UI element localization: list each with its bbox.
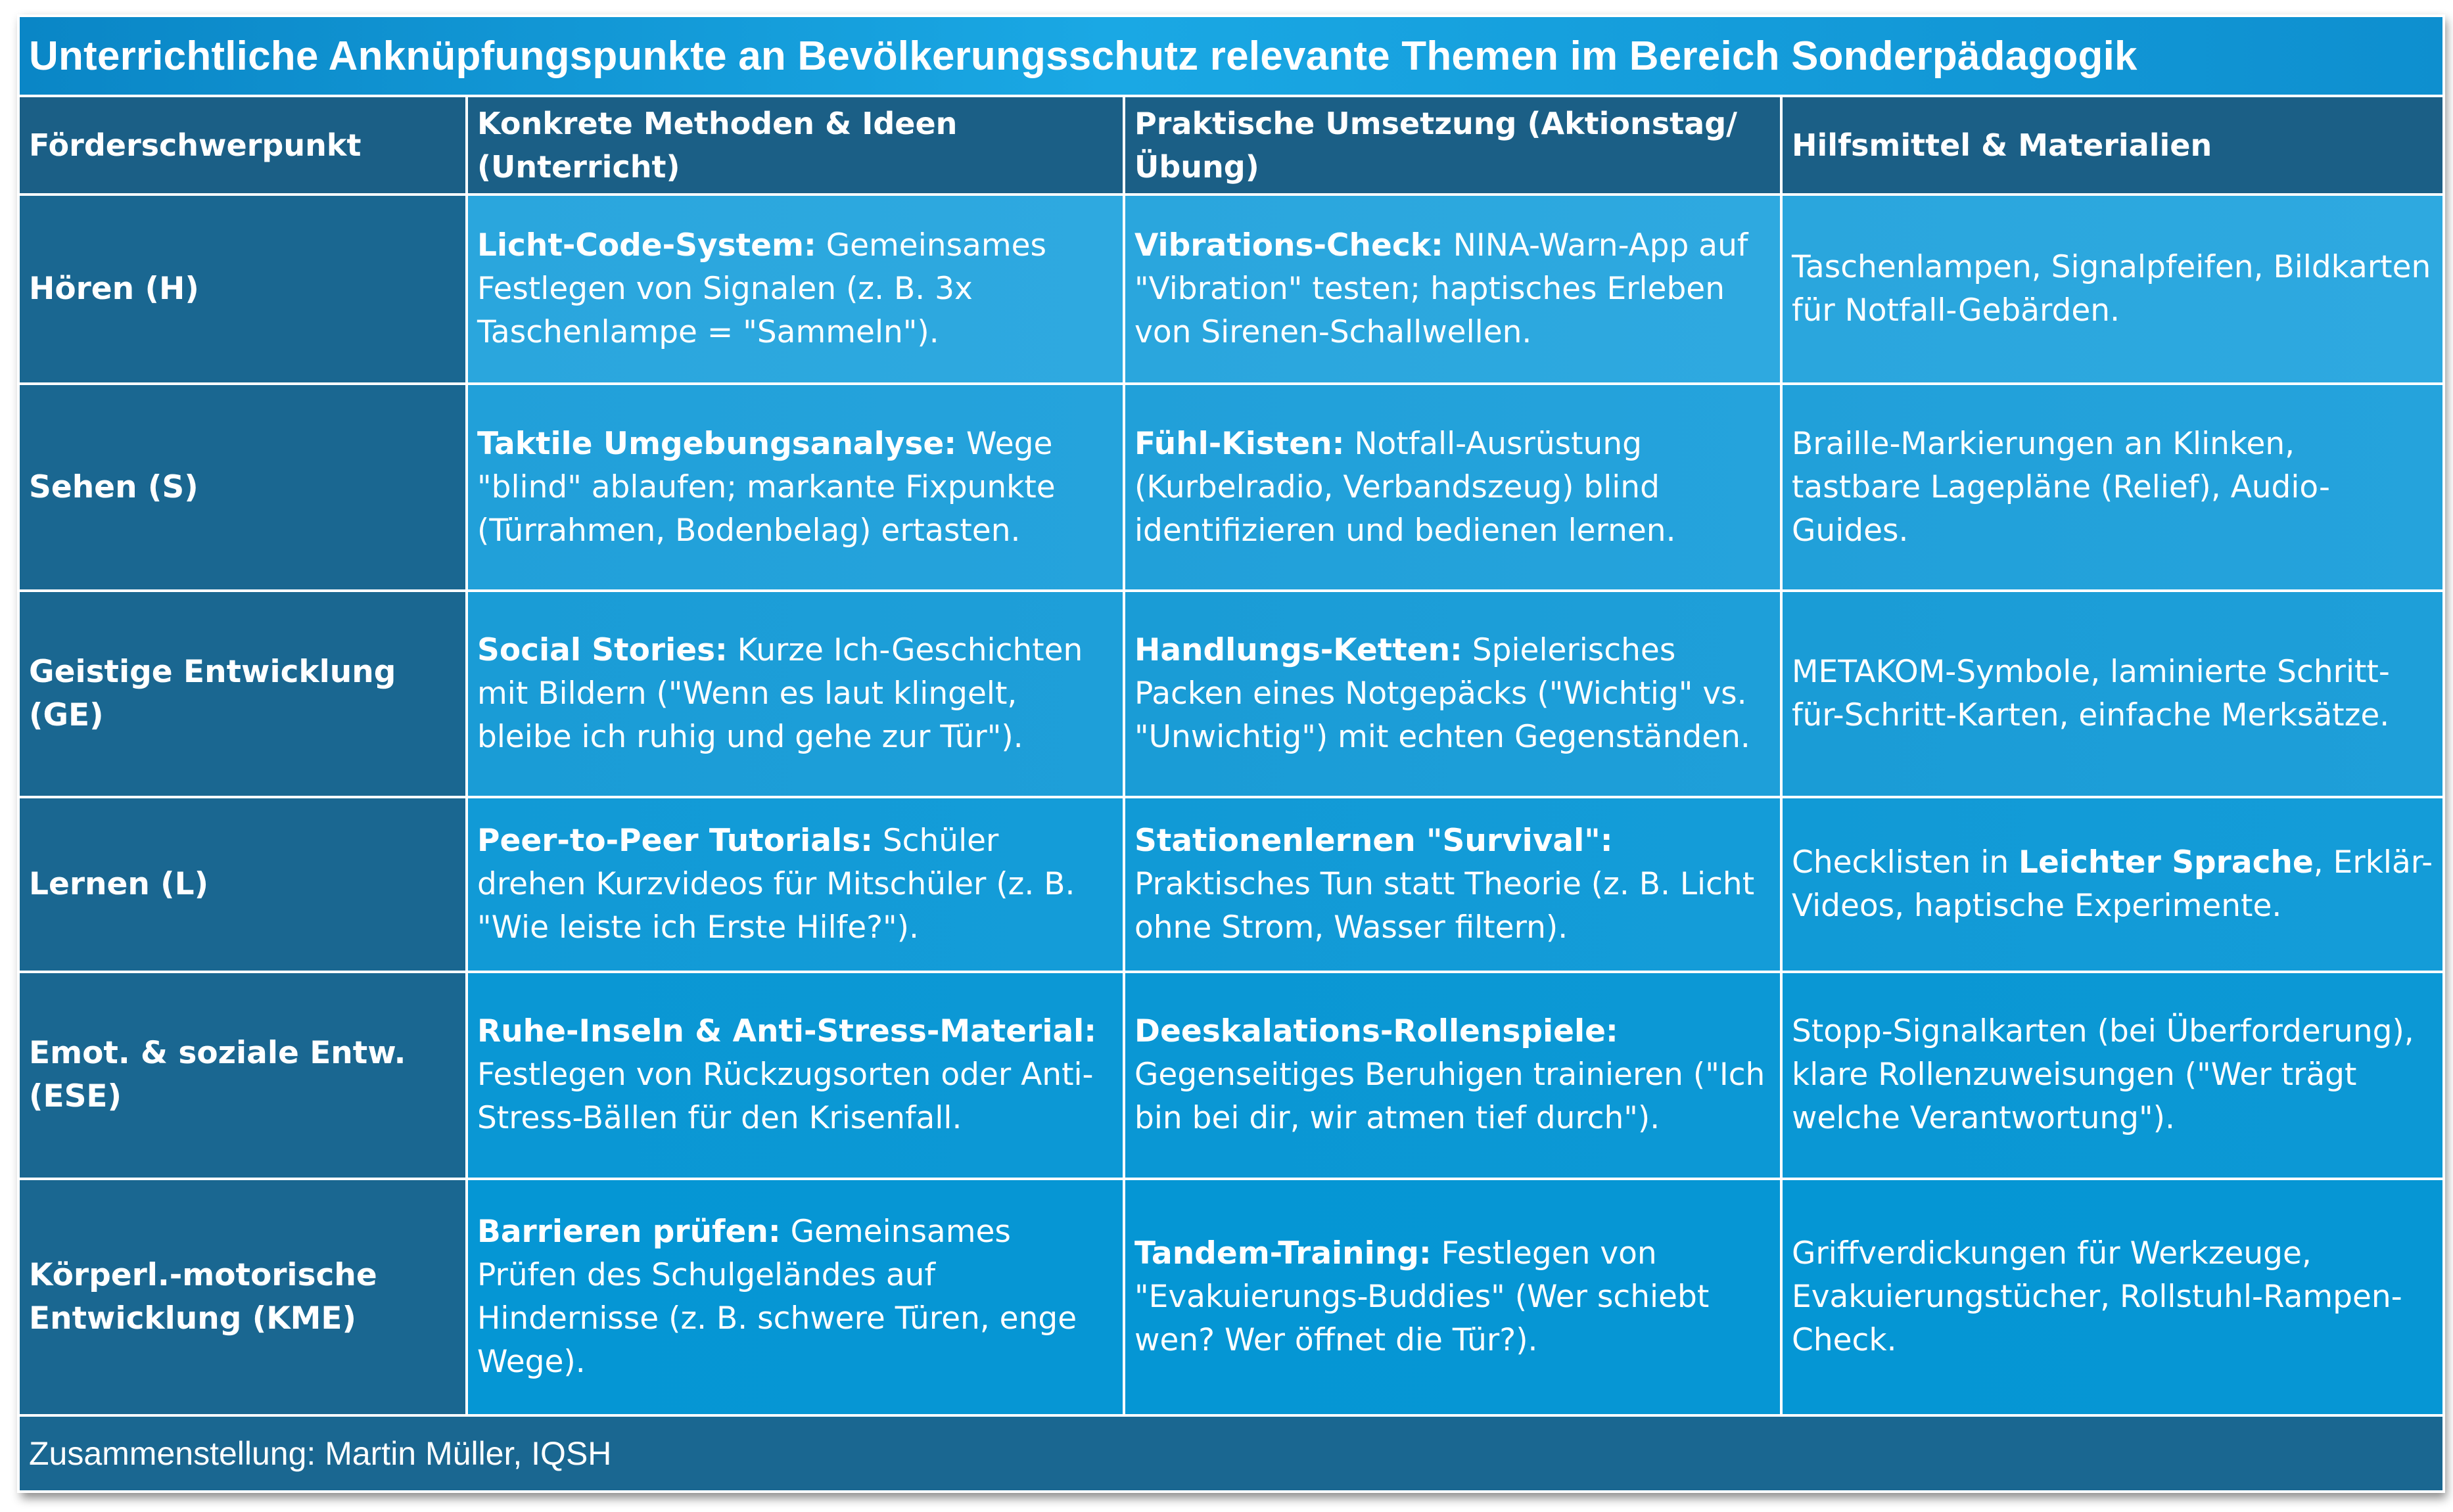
- category-cell: Lernen (L): [18, 797, 467, 972]
- methods-lead: Social Stories:: [477, 631, 728, 668]
- practice-cell: [1124, 1179, 1781, 1415]
- methods-lead: Peer-to-Peer Tutorials:: [477, 823, 873, 859]
- materials-cell: [1781, 591, 2444, 797]
- table-row: [18, 972, 2444, 1178]
- table-title: Unterrichtliche Anknüpfungspunkte an Bevölkerungsschutz relevante Themen im Bereich Sonderpädagogik: [18, 16, 2444, 96]
- materials-text: Taschenlampen, Signalpfeifen, Bildkarten für Notfall-Gebärden.: [1792, 249, 2431, 329]
- practice-cell: [1124, 591, 1781, 797]
- practice-text: Spielerisches Packen eines Notgepäcks ("Wichtig" vs. "Unwichtig") mit echten Gegenständen.: [1134, 631, 1750, 755]
- methods-text: Kurze Ich-Geschichten mit Bildern ("Wenn es laut klingelt, bleibe ich ruhig und gehe zur Tür").: [477, 631, 1083, 755]
- table: [17, 14, 2445, 1493]
- methods-cell: [467, 797, 1124, 972]
- header-cell: Förderschwerpunkt: [18, 96, 467, 195]
- materials-cell: [1781, 195, 2444, 384]
- methods-text: Schüler drehen Kurzvideos für Mitschüler (z. B. "Wie leiste ich Erste Hilfe?").: [477, 823, 1075, 946]
- practice-lead: Deeskalations-Rollenspiele:: [1134, 1013, 1618, 1050]
- materials-text: Stopp-Signalkarten (bei Überforderung), klare Rollenzuweisungen ("Wer trägt welche Verantwortung").: [1792, 1013, 2414, 1137]
- title-row: [18, 16, 2444, 96]
- practice-lead: Fühl-Kisten:: [1134, 425, 1345, 462]
- table-row: [18, 195, 2444, 384]
- methods-text: Gemeinsames Festlegen von Signalen (z. B. 3x Taschenlampe = "Sammeln").: [477, 227, 1047, 351]
- materials-text: Checklisten in: [1792, 844, 2019, 881]
- methods-lead: Barrieren prüfen:: [477, 1213, 781, 1250]
- practice-text: Notfall-Ausrüstung (Kurbelradio, Verbandszeug) blind identifizieren und bedienen lernen.: [1134, 425, 1676, 549]
- methods-cell: [467, 591, 1124, 797]
- materials-emphasis: Leichter Sprache: [2019, 844, 2314, 881]
- header-cell: Hilfsmittel & Materialien: [1781, 96, 2444, 195]
- materials-cell: [1781, 1179, 2444, 1415]
- practice-cell: [1124, 797, 1781, 972]
- methods-cell: [467, 1179, 1124, 1415]
- category-cell: Emot. & soziale Entw. (ESE): [18, 972, 467, 1178]
- methods-lead: Ruhe-Inseln & Anti-Stress-Material:: [477, 1013, 1097, 1050]
- table-row: [18, 384, 2444, 590]
- methods-text: Gemeinsames Prüfen des Schulgeländes auf Hindernisse (z. B. schwere Türen, enge Wege).: [477, 1213, 1077, 1380]
- methods-lead: Licht-Code-System:: [477, 227, 816, 264]
- practice-cell: [1124, 972, 1781, 1178]
- table-row: [18, 591, 2444, 797]
- methods-text: Wege "blind" ablaufen; markante Fixpunkte (Türrahmen, Bodenbelag) ertasten.: [477, 425, 1056, 549]
- materials-cell: [1781, 797, 2444, 972]
- materials-text-end: , Erklär-Videos, haptische Experimente.: [1792, 844, 2433, 925]
- category-cell: Sehen (S): [18, 384, 467, 590]
- practice-lead: Stationenlernen "Survival":: [1134, 823, 1613, 859]
- category-cell: Hören (H): [18, 195, 467, 384]
- practice-lead: Tandem-Training:: [1134, 1235, 1432, 1271]
- footer-credit: Zusammenstellung: Martin Müller, IQSH: [18, 1415, 2444, 1492]
- overview-table: [17, 14, 2442, 1493]
- table-row: [18, 1179, 2444, 1415]
- materials-cell: [1781, 972, 2444, 1178]
- practice-cell: [1124, 195, 1781, 384]
- materials-text: Braille-Markierungen an Klinken, tastbare Lagepläne (Relief), Audio-Guides.: [1792, 425, 2331, 549]
- methods-cell: [467, 195, 1124, 384]
- methods-text: Festlegen von Rückzugsorten oder Anti-Stress-Bällen für den Krisenfall.: [477, 1057, 1094, 1137]
- practice-lead: Vibrations-Check:: [1134, 227, 1443, 264]
- practice-lead: Handlungs-Ketten:: [1134, 631, 1462, 668]
- header-cell: Praktische Umsetzung (Aktionstag/Übung): [1124, 96, 1781, 195]
- table-row: [18, 797, 2444, 972]
- category-cell: Geistige Entwicklung (GE): [18, 591, 467, 797]
- footer-row: [18, 1415, 2444, 1492]
- practice-text: NINA-Warn-App auf "Vibration" testen; haptisches Erleben von Sirenen-Schallwellen.: [1134, 227, 1748, 351]
- practice-text: Festlegen von "Evakuierungs-Buddies" (Wer schiebt wen? Wer öffnet die Tür?).: [1134, 1235, 1710, 1358]
- materials-text: Griffverdickungen für Werkzeuge, Evakuierungstücher, Rollstuhl-Rampen-Check.: [1792, 1235, 2402, 1358]
- practice-text: Gegenseitiges Beruhigen trainieren ("Ich bin bei dir, wir atmen tief durch").: [1134, 1057, 1765, 1137]
- header-row: [18, 96, 2444, 195]
- practice-cell: [1124, 384, 1781, 590]
- category-cell: Körperl.-motorische Entwicklung (KME): [18, 1179, 467, 1415]
- methods-cell: [467, 384, 1124, 590]
- materials-cell: [1781, 384, 2444, 590]
- methods-cell: [467, 972, 1124, 1178]
- practice-text: Praktisches Tun statt Theorie (z. B. Licht ohne Strom, Wasser filtern).: [1134, 866, 1755, 946]
- header-cell: Konkrete Methoden & Ideen (Unterricht): [467, 96, 1124, 195]
- materials-text: METAKOM-Symbole, laminierte Schritt-für-Schritt-Karten, einfache Merksätze.: [1792, 653, 2390, 733]
- methods-lead: Taktile Umgebungsanalyse:: [477, 425, 957, 462]
